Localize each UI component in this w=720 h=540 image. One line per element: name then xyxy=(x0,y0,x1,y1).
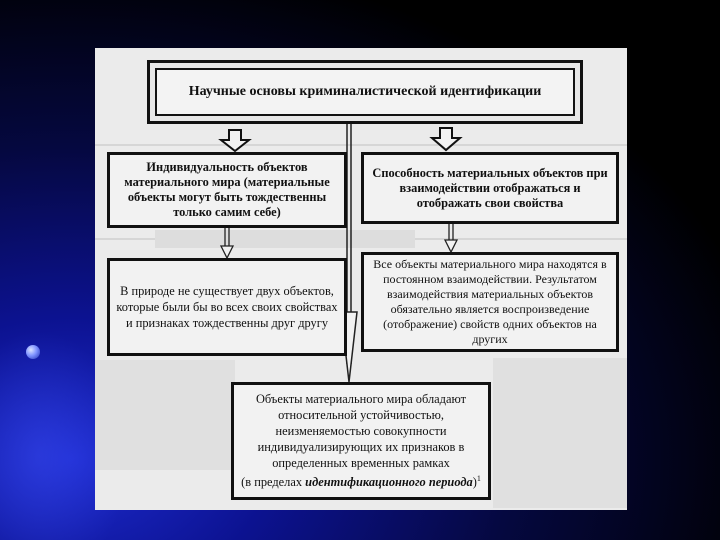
right-arrow-head xyxy=(445,240,457,252)
identification-period-emphasis: идентификационного периода xyxy=(305,475,473,490)
box-constant-interaction-text: Все объекты материального мира находятся в постоянном взаимодействии. Результатом взаимодействия материальных объектов обязательно является воспроизведение (отображение) свойств одних объектов на других xyxy=(373,257,607,346)
box-individuality xyxy=(107,152,347,228)
box-individuality-text: Индивидуальность объектов материального мира (материальные объекты могут быть тождественны только самим себе) xyxy=(124,160,330,219)
hollow-arrow-right xyxy=(432,128,460,150)
paren-close: ) xyxy=(472,475,477,490)
box-no-identical-objects xyxy=(107,258,347,356)
footnote-marker: 1 xyxy=(476,474,481,484)
bullet-dot xyxy=(26,345,40,359)
paren-open: (в пределах xyxy=(241,475,306,490)
hollow-arrow-left xyxy=(221,130,249,151)
box-no-identical-objects-text: В природе не существует двух объектов, которые были бы во всех своих свойствах и признаках тождественны друг другу xyxy=(116,284,338,330)
box-reflection-ability xyxy=(361,152,619,224)
box-constant-interaction xyxy=(361,252,619,352)
diagram-title xyxy=(155,68,575,116)
box-relative-stability-text: Объекты материального мира обладают относительной устойчивостью, неизменяемостью совокупности индивидуализирующих их признаков в определенных временных рамках xyxy=(255,392,466,471)
diagram-title-text: Научные основы криминалистической идентификации xyxy=(188,84,542,99)
box-reflection-ability-text: Способность материальных объектов при взаимодействии отображаться и отображать свои свойства xyxy=(372,165,608,210)
diagram-slide xyxy=(95,48,627,510)
box-relative-stability-content xyxy=(234,391,488,490)
left-arrow-head xyxy=(221,246,233,258)
box-relative-stability xyxy=(231,382,491,500)
